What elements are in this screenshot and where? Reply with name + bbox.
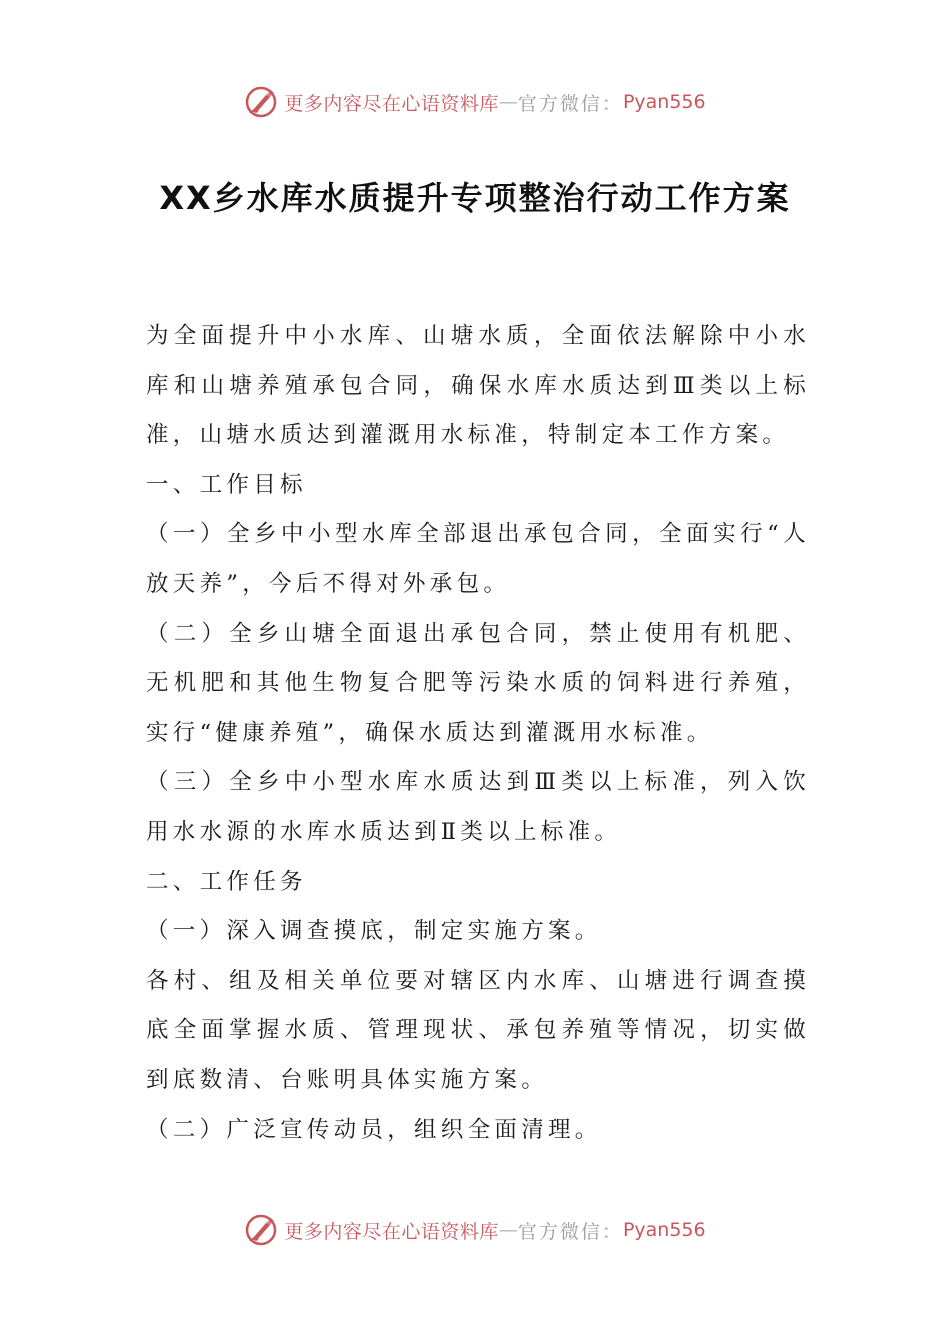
pen-logo-icon xyxy=(244,85,278,119)
task-item-1-body: 各村、组及相关单位要对辖区内水库、山塘进行调查摸底全面掌握水质、管理现状、承包养殖等情况，切实做到底数清、台账明具体实施方案。 xyxy=(146,967,810,1093)
task-item-2: （二）广泛宣传动员，组织全面清理。 xyxy=(146,1116,602,1143)
watermark-wechat-id: Pyan556 xyxy=(622,1219,706,1241)
watermark-brand-text: 更多内容尽在心语资料库 xyxy=(284,92,499,115)
watermark-official-label: 官方微信： xyxy=(517,92,623,115)
intro-paragraph: 为全面提升中小水库、山塘水质，全面依法解除中小水库和山塘养殖承包合同，确保水库水质达到Ⅲ类以上标准，山塘水质达到灌溉用水标准，特制定本工作方案。 xyxy=(146,323,810,449)
pen-logo-icon xyxy=(244,1213,278,1247)
section-heading-goals: 一、工作目标 xyxy=(146,471,307,498)
task-item-1: （一）深入调查摸底，制定实施方案。 xyxy=(146,918,602,945)
document-title: XX乡水库水质提升专项整治行动工作方案 xyxy=(159,179,791,217)
goal-item-1: （一）全乡中小型水库全部退出承包合同，全面实行“人放天养”，今后不得对外承包。 xyxy=(146,521,810,597)
goal-item-2: （二）全乡山塘全面退出承包合同，禁止使用有机肥、无机肥和其他生物复合肥等污染水质的饲料进行养殖，实行“健康养殖”，确保水质达到灌溉用水标准。 xyxy=(146,620,810,746)
watermark-wechat-id: Pyan556 xyxy=(622,91,706,113)
watermark-brand-text: 更多内容尽在心语资料库 xyxy=(284,1220,499,1243)
section-heading-tasks: 二、工作任务 xyxy=(146,868,307,895)
watermark-dash: — xyxy=(498,1219,518,1241)
goal-item-3: （三）全乡中小型水库水质达到Ⅲ类以上标准，列入饮用水水源的水库水质达到Ⅱ类以上标准。 xyxy=(146,769,810,845)
watermark-footer xyxy=(0,1210,950,1250)
watermark-dash: — xyxy=(498,91,518,113)
document-body xyxy=(146,312,810,1155)
watermark-header xyxy=(0,82,950,122)
watermark-official-label: 官方微信： xyxy=(517,1220,623,1243)
